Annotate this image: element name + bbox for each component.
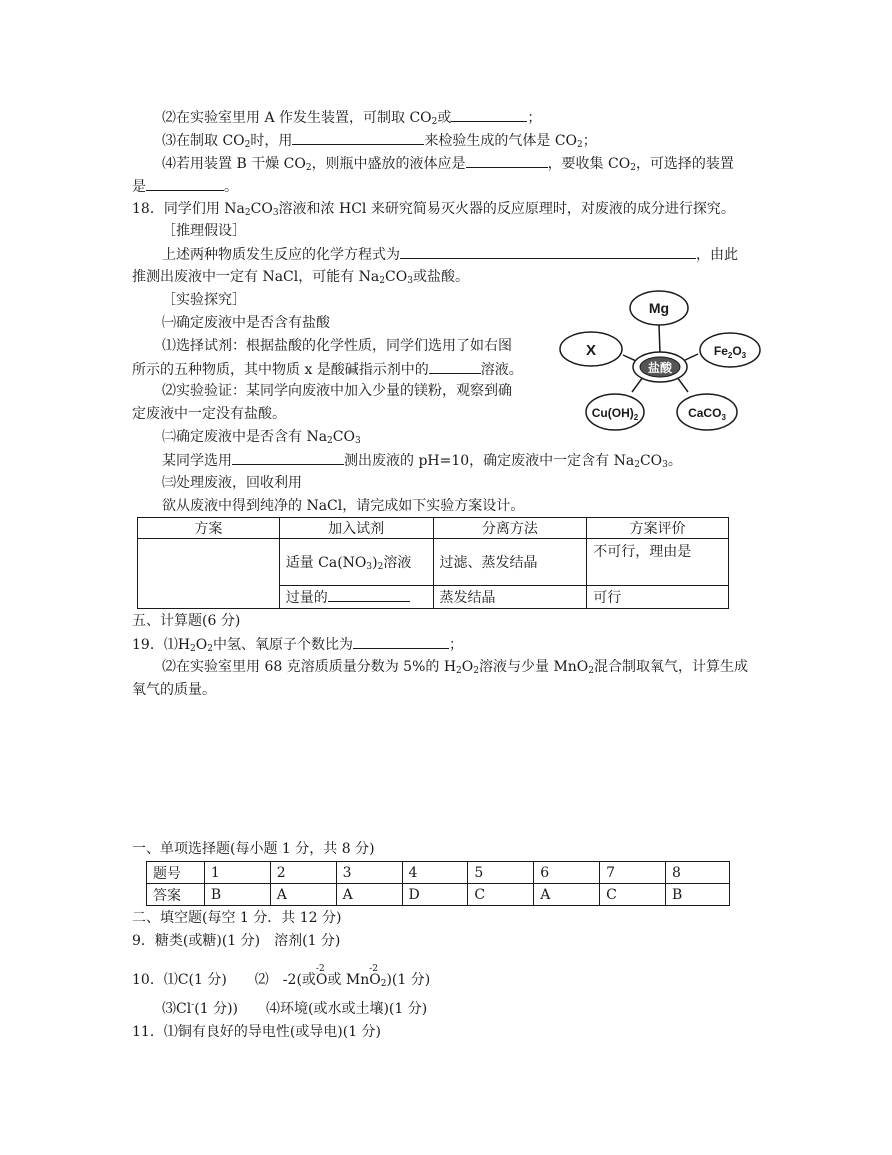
answer-cell: C bbox=[468, 884, 534, 906]
question-number: 1 bbox=[204, 862, 270, 884]
col-header: 方案评价 bbox=[587, 518, 729, 539]
col-header: 分离方法 bbox=[433, 518, 587, 539]
node-mg bbox=[630, 291, 688, 325]
part1-b-line2: 定废液中一定没有盐酸。 bbox=[132, 406, 286, 422]
q18-title: 18．同学们用 $Na_2CO_3$溶液和浓 HCl 来研究简易灭火器的反应原理时，对废液的成分进行探究。 bbox=[132, 201, 735, 218]
row-label: 题号 bbox=[147, 862, 205, 884]
section5-heading: 五、计算题(6 分) bbox=[132, 613, 241, 629]
q17-line5: 是 。 bbox=[132, 176, 238, 197]
node-cuoh2 bbox=[586, 394, 644, 430]
answer-blank[interactable] bbox=[146, 176, 224, 191]
svg-text:盐酸: 盐酸 bbox=[647, 361, 673, 375]
scheme-cell[interactable] bbox=[138, 539, 280, 609]
col-header: 加入试剂 bbox=[279, 518, 433, 539]
q17-line4: ⑷若用装置 B 干燥 $CO_2$，则瓶中盛放的液体应是 ，要收集 $CO_2$，可选择的装置 bbox=[162, 153, 734, 174]
svg-text:CaCO3: CaCO$_3$ bbox=[688, 406, 726, 422]
svg-text:X: X bbox=[585, 342, 597, 359]
answers-section2-heading: 二、填空题(每空 1 分．共 12 分) bbox=[132, 910, 342, 926]
part3-heading: ㈢处理废液，回收利用 bbox=[162, 475, 302, 491]
answer-blank[interactable] bbox=[232, 450, 344, 465]
q18-inference: 推测出废液中一定有 NaCl，可能有 $Na_2CO_3$或盐酸。 bbox=[132, 269, 469, 286]
evaluation-cell: 可行 bbox=[587, 586, 729, 609]
method-cell: 过滤、蒸发结晶 bbox=[433, 539, 587, 586]
answers-section1-heading: 一、单项选择题(每小题 1 分，共 8 分) bbox=[132, 841, 375, 857]
part2-line: 某同学选用 测出废液的 pH=10，确定废液中一定含有 $Na_2CO_3$。 bbox=[162, 450, 682, 471]
question-number: 8 bbox=[666, 862, 730, 884]
answer-11: 11．⑴铜有良好的导电性(或导电)(1 分) bbox=[132, 1024, 382, 1040]
answer-cell: C bbox=[600, 884, 666, 906]
answer-blank[interactable] bbox=[400, 244, 696, 259]
evaluation-cell[interactable]: 不可行，理由是 bbox=[587, 539, 729, 586]
answer-blank[interactable] bbox=[328, 587, 410, 602]
hypothesis-heading: ［推理假设］ bbox=[162, 223, 246, 239]
answer-blank[interactable] bbox=[353, 634, 449, 649]
node-fe2o3 bbox=[700, 333, 760, 367]
q17-line3: ⑶在制取 $CO_2$时，用 来检验生成的气体是 $CO_2$； bbox=[162, 130, 597, 151]
experiment-heading: ［实验探究］ bbox=[162, 292, 246, 308]
answer-blank[interactable] bbox=[292, 130, 424, 145]
svg-text:Cu(OH)2: $Cu(OH)_2$ bbox=[591, 406, 639, 422]
question-number: 7 bbox=[600, 862, 666, 884]
part1-b-line1: ⑵实验验证：某同学向废液中加入少量的镁粉，观察到确 bbox=[162, 383, 512, 399]
node-center bbox=[633, 352, 687, 382]
svg-text:Fe2O3: $Fe_2O_3$ bbox=[713, 344, 747, 360]
node-caco3 bbox=[677, 394, 737, 430]
part3-line: 欲从废液中得到纯净的 NaCl，请完成如下实验方案设计。 bbox=[162, 498, 525, 514]
q19-line1: 19．$⑴H_2O_2$中氢、氧原子个数比为 ； bbox=[132, 634, 463, 655]
answer-10: 10．⑴C(1 分) ⑵ -2(或 -2 O或 Mn -2 $O_2)(1$ 分) bbox=[132, 964, 431, 989]
answer-cell: B bbox=[204, 884, 270, 906]
hydrochloric-acid-diagram bbox=[558, 288, 768, 438]
answer-10-cont: ⑶Cl-(1 分)) ⑷环境(或水或土壤)(1 分) bbox=[162, 1000, 428, 1017]
method-cell: 蒸发结晶 bbox=[433, 586, 587, 609]
col-header: 方案 bbox=[138, 518, 280, 539]
part1-a-line2: 所示的五种物质，其中物质 x 是酸碱指示剂中的 溶液。 bbox=[132, 359, 523, 380]
q19-line3: 氧气的质量。 bbox=[132, 682, 216, 698]
q19-line2: ⑵在实验室里用 68 克溶质质量分数为 5%的 $H_2O_2$溶液与少量 MnO$_2$混合制取氧气，计算生成 bbox=[162, 659, 749, 676]
q18-equation: 上述两种物质发生反应的化学方程式为 ，由此 bbox=[162, 244, 738, 265]
reagent-cell: 适量 $Ca(NO_3)_2$溶液 bbox=[279, 539, 433, 586]
answer-blank[interactable] bbox=[451, 107, 527, 122]
answer-cell: A bbox=[534, 884, 600, 906]
answer-blank[interactable] bbox=[429, 359, 481, 374]
question-number: 4 bbox=[402, 862, 468, 884]
answer-9: 9．糖类(或糖)(1 分) 溶剂(1 分) bbox=[132, 933, 341, 949]
reagent-cell: 过量的 bbox=[279, 586, 433, 609]
answer-cell: A bbox=[270, 884, 336, 906]
answer-cell: D bbox=[402, 884, 468, 906]
q17-line2: ⑵在实验室里用 A 作发生装置，可制取 $CO_2$或 ； bbox=[162, 107, 541, 128]
question-number: 5 bbox=[468, 862, 534, 884]
svg-text:Mg: Mg bbox=[648, 300, 670, 316]
answer-cell: A bbox=[336, 884, 402, 906]
question-number: 6 bbox=[534, 862, 600, 884]
part2-heading: ㈡确定废液中是否含有 $Na_2CO_3$ bbox=[162, 429, 361, 446]
scheme-table bbox=[137, 517, 729, 609]
question-number: 2 bbox=[270, 862, 336, 884]
part1-a-line1: ⑴选择试剂：根据盐酸的化学性质，同学们选用了如右图 bbox=[162, 338, 512, 354]
part1-heading: ㈠确定废液中是否含有盐酸 bbox=[162, 315, 330, 331]
question-number: 3 bbox=[336, 862, 402, 884]
node-x bbox=[560, 332, 622, 366]
answer-blank[interactable] bbox=[466, 153, 548, 168]
answer-table bbox=[146, 861, 730, 906]
row-label: 答案 bbox=[147, 884, 205, 906]
answer-cell: B bbox=[666, 884, 730, 906]
